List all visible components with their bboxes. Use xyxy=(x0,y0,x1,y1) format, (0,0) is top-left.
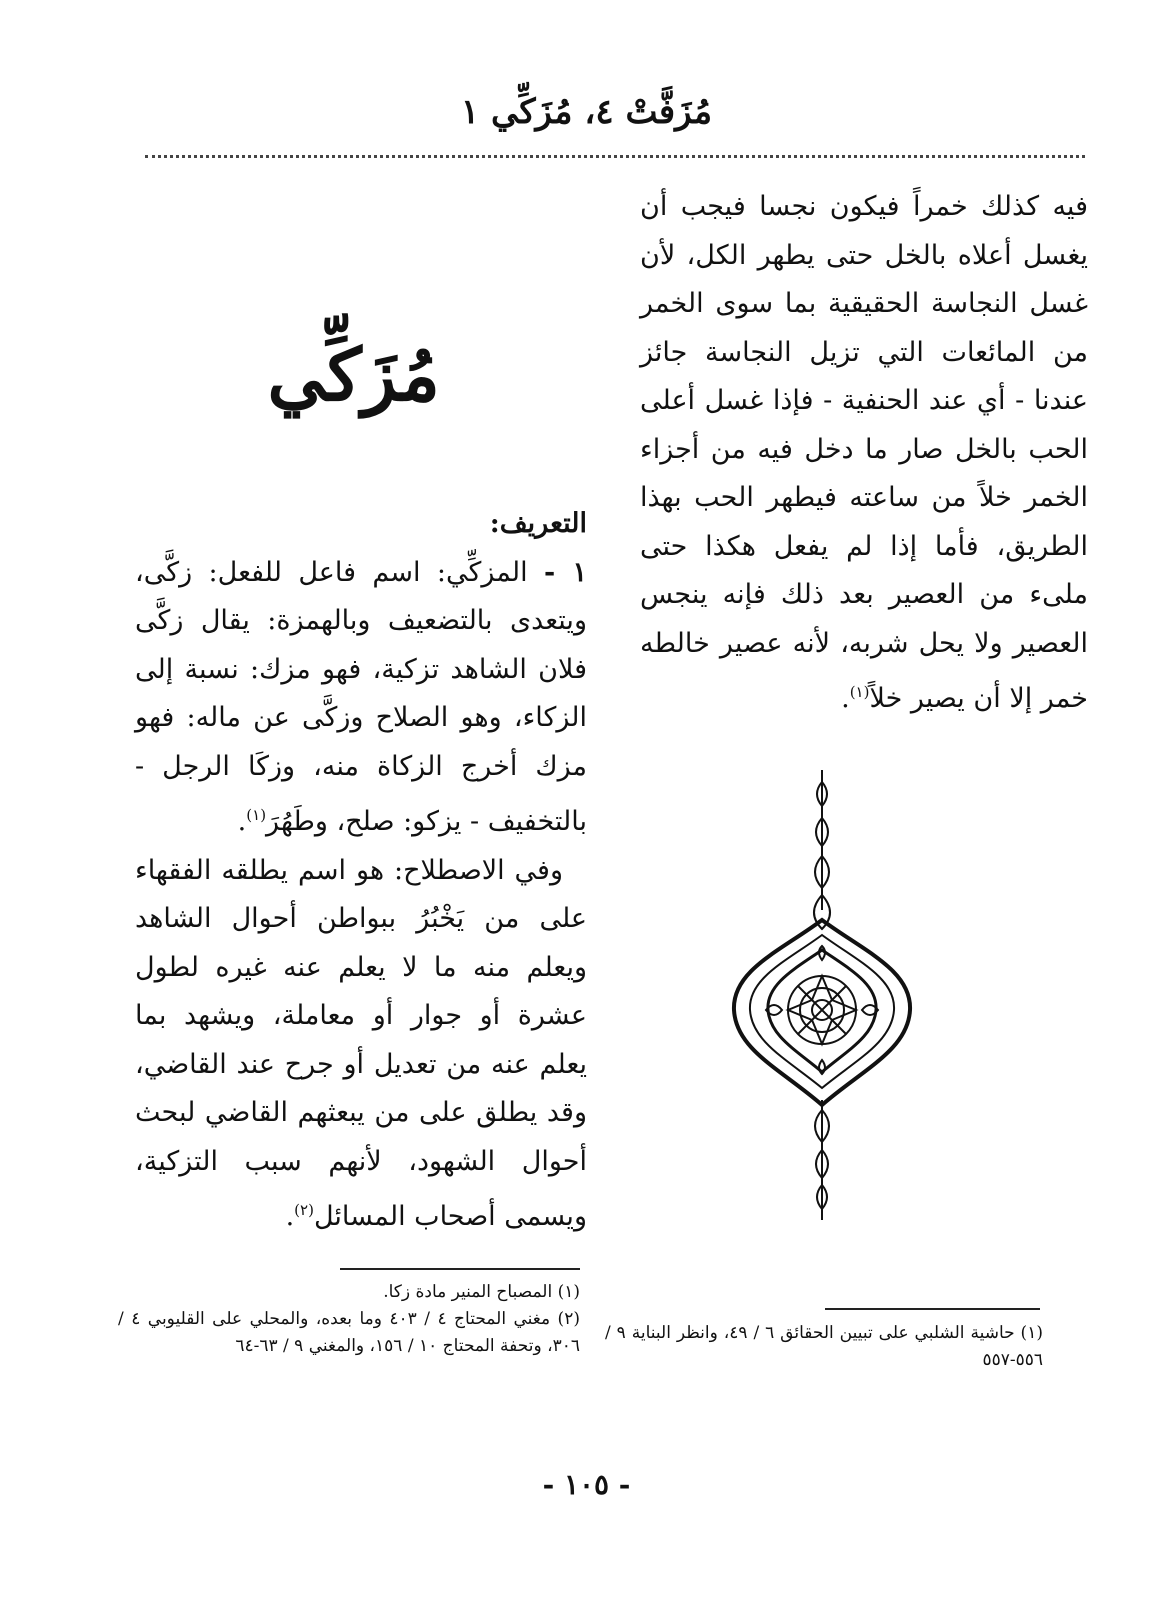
footnote-ref: (١) xyxy=(849,683,870,701)
header-dotted-rule xyxy=(145,155,1085,158)
decorative-ornament xyxy=(722,770,922,1220)
footnotes-right xyxy=(605,1320,1043,1374)
paragraph-end: . xyxy=(237,806,247,837)
footnotes-left xyxy=(118,1279,580,1360)
left-column-text xyxy=(135,500,587,1242)
footnote-rule xyxy=(825,1308,1040,1310)
page-number: - ١٠٥ - xyxy=(542,1468,631,1501)
footnote-ref: (٢) xyxy=(294,1201,314,1219)
footnote-rule xyxy=(340,1268,580,1270)
footnote: (٢) مغني المحتاج ٤ / ٤٠٣ وما بعده، والمحلي على القليوبي ٤ / ٣٠٦، وتحفة المحتاج ١٠ / ١٥٦، والمغني ٩ / ٦٣-٦٤ xyxy=(118,1309,580,1356)
paragraph-end: . xyxy=(841,683,850,714)
paragraph-1-text: المزكِّي: اسم فاعل للفعل: زكَّى، ويتعدى بالتضعيف وبالهمزة: يقال زكَّى فلان الشاهد تزكية، فهو مزك: نسبة إلى الزكاء، وهو الصلاح وزكَّى عن ماله: فهو مزك أخرج الزكاة منه، وزكَا الرجل - بالتخفيف - يزكو: صلح، وطَهُرَ xyxy=(135,556,587,837)
footnote: (١) المصباح المنير مادة زكا. xyxy=(383,1282,580,1302)
ornament-icon xyxy=(722,770,922,1220)
footnote: (١) حاشية الشلبي على تبيين الحقائق ٦ / ٤٩، وانظر البناية ٩ / ٥٥٦-٥٥٧ xyxy=(605,1323,1043,1370)
footnote-ref: (١) xyxy=(246,806,267,824)
right-column-paragraph: فيه كذلك خمراً فيكون نجسا فيجب أن يغسل أعلاه بالخل حتى يطهر الكل، لأن غسل النجاسة الحقيقية بما سوى الخمر من المائعات التي تزيل النجاسة جائز عندنا - أي عند الحنفية - فإذا غسل أعلى الحب بالخل صار ما دخل فيه من أجزاء الخمر خلاً من ساعته فيطهر الحب بهذا الطريق، فأما إذا لم يفعل هكذا حتى ملىء من العصير بعد ذلك فإنه ينجس العصير ولا يحل شربه، لأنه عصير خالطه خمر إلا أن يصير خلاً xyxy=(640,191,1088,714)
entry-title: مُزَكِّي xyxy=(267,332,440,417)
paragraph-2 xyxy=(135,847,587,1242)
right-column-text xyxy=(640,183,1088,724)
paragraph-end: . xyxy=(285,1201,295,1232)
paragraph-1 xyxy=(135,549,587,847)
paragraph-2-text: وفي الاصطلاح: هو اسم يطلقه الفقهاء على من يَخْبُرُ ببواطن أحوال الشاهد ويعلم منه ما لا يعلم عنه غيره لطول عشرة أو جوار أو معاملة، ويشهد بما يعلم عنه من تعديل أو جرح عند القاضي، وقد يطلق على من يبعثهم القاضي لبحث أحوال الشهود، لأنهم سبب التزكية، ويسمى أصحاب المسائل xyxy=(135,854,587,1232)
running-header: مُزَفَّتْ ٤، مُزَكِّي ١ xyxy=(460,92,713,132)
section-heading: التعريف: xyxy=(489,508,587,539)
paragraph-number: ١ - xyxy=(544,556,587,588)
